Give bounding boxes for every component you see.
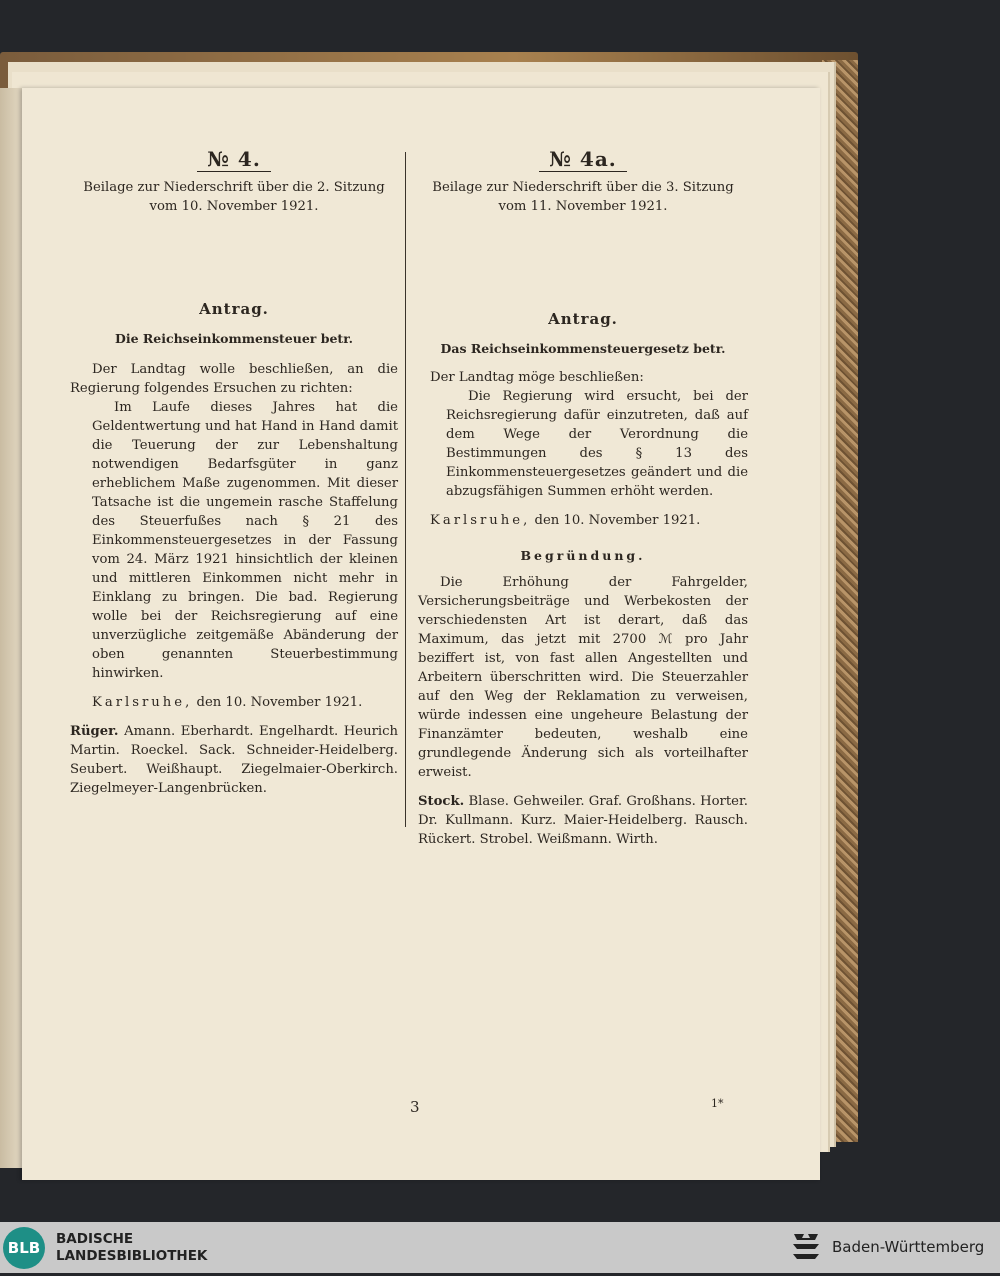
right-signers: Blase. Gehweiler. Graf. Großhans. Horter. Dr. Kullmann. Kurz. Maier-Heidelberg. Rausch. Rückert. Strobel. Weißmann. Wirth. [418, 794, 748, 847]
left-beilage-line1: Beilage zur Niederschrift über die 2. Sitzung [83, 180, 385, 195]
state-name[interactable]: Baden-Württemberg [832, 1238, 985, 1256]
right-signers-block [418, 792, 748, 849]
right-signers-lead: Stock. [418, 794, 465, 809]
left-number: № 4. [197, 150, 271, 172]
left-signers-block [70, 722, 398, 798]
library-name[interactable] [56, 1231, 207, 1265]
coat-of-arms-icon [790, 1230, 822, 1266]
right-reason: Die Erhöhung der Fahrgelder, Versicherungsbeiträge und Werbekosten der verschiedensten Art ist derart, daß das Maximum, das jetzt mit 2700 ℳ pro Jahr beziffert ist, von fast allen Angestellten und Arbeitern überschritten wird. Die Steuerzahler auf den Weg der Reklamation zu verweisen, würde indessen eine ungeheure Belastung der Finanzämter bedeuten, weshalb eine grundlegende Änderung sich als vorteilhafter erweist. [418, 575, 748, 780]
right-heading: Antrag. [548, 310, 618, 328]
footer-bar [0, 1222, 1000, 1273]
left-body: Im Laufe dieses Jahres hat die Geldentwertung und hat Hand in Hand damit die Teuerung der zur Lebenshaltung notwendigen Bedarfsgüter in ganz erheblichem Maße zugenommen. Mit dieser Tatsache ist die ungemein rasche Staffelung des Steuerfußes nach § 21 des Einkommensteuergesetzes in der Fassung vom 24. März 1921 hinsichtlich der kleinen und mittleren Einkommen nicht mehr in Einklang zu bringen. Die bad. Regierung wolle bei der Reichsregierung auf eine unverzügliche zeitgemäße Abänderung der oben genannten Steuerbestimmung hinwirken. [92, 400, 398, 681]
left-date: den 10. November 1921. [196, 695, 363, 710]
right-place: Karlsruhe, [430, 513, 531, 528]
left-place: Karlsruhe, [92, 695, 193, 710]
page-number: 3 [410, 1098, 420, 1116]
left-signers: Amann. Eberhardt. Engelhardt. Heurich Martin. Roeckel. Sack. Schneider-Heidelberg. Seubert. Weißhaupt. Ziegelmaier-Oberkirch. Ziegelmeyer-Langenbrücken. [70, 724, 398, 796]
right-body: Die Regierung wird ersucht, bei der Reichsregierung dafür einzutreten, daß auf dem Wege der Verordnung die Bestimmungen des § 13 des Einkommensteuergesetzes geändert und die abzugsfähigen Summen erhöht werden. [446, 389, 748, 499]
right-column [418, 147, 748, 849]
right-subheading: Das Reichseinkommensteuergesetz betr. [440, 341, 726, 356]
right-date-line [418, 511, 748, 530]
blb-logo[interactable]: BLB [3, 1227, 45, 1269]
left-intro: Der Landtag wolle beschließen, an die Regierung folgendes Ersuchen zu richten: [70, 362, 398, 396]
left-beilage-line2: vom 10. November 1921. [149, 199, 319, 214]
sheet-mark: 1* [711, 1097, 724, 1110]
library-line1: BADISCHE [56, 1231, 134, 1247]
right-intro: Der Landtag möge beschließen: [430, 370, 644, 385]
right-beilage-line2: vom 11. November 1921. [498, 199, 668, 214]
left-column [70, 147, 398, 798]
left-date-line [70, 693, 398, 712]
column-divider [405, 152, 406, 827]
right-beilage-line1: Beilage zur Niederschrift über die 3. Sitzung [432, 180, 734, 195]
right-number: № 4a. [539, 150, 627, 172]
left-heading: Antrag. [199, 300, 269, 318]
left-signers-lead: Rüger. [70, 724, 119, 739]
right-reason-heading: Begründung. [520, 548, 646, 563]
left-subheading: Die Reichseinkommensteuer betr. [114, 331, 353, 346]
library-line2: LANDESBIBLIOTHEK [56, 1248, 208, 1264]
right-date: den 10. November 1921. [534, 513, 701, 528]
